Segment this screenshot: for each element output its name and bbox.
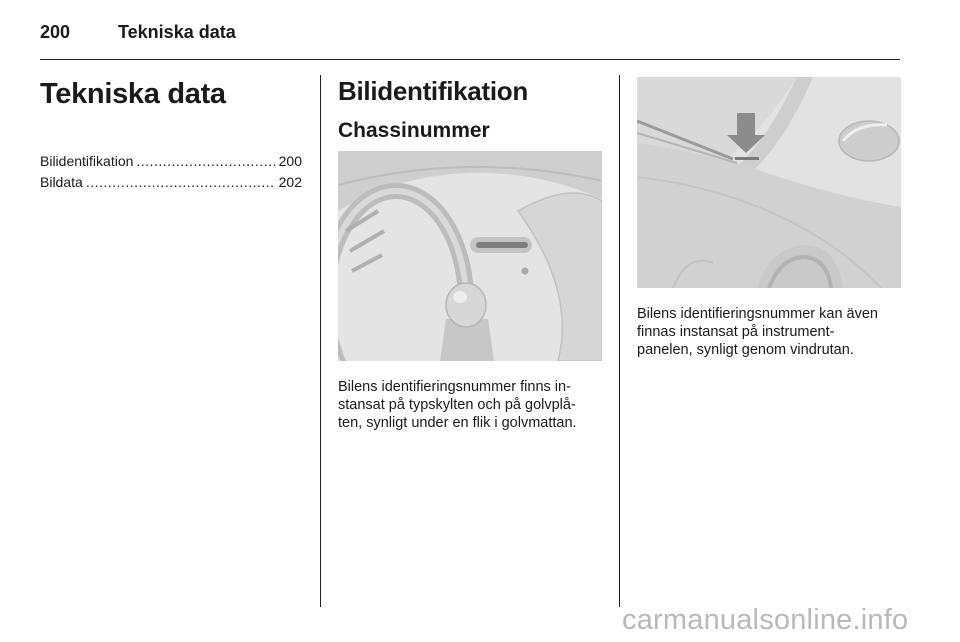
column-divider-1 — [320, 75, 321, 607]
subsection-title: Chassinummer — [338, 119, 490, 142]
paragraph-line: finnas instansat på instrument- — [637, 324, 835, 340]
toc-entry-page: 202 — [278, 174, 302, 190]
toc-entry-bildata[interactable] — [40, 174, 302, 195]
paragraph-line: Bilens identifieringsnummer finns in- — [338, 379, 571, 395]
header-divider — [40, 59, 900, 60]
chapter-column — [40, 70, 302, 195]
windscreen-vin-arrow-illustration — [637, 77, 901, 288]
watermark: carmanualsonline.info — [622, 604, 909, 636]
toc-entry-title: Bilidentifikation — [40, 153, 134, 169]
vin-location-paragraph — [338, 378, 604, 432]
running-title: Tekniska data — [118, 22, 236, 42]
toc-entry-title: Bildata — [40, 174, 83, 190]
toc-entry-bilidentifikation[interactable] — [40, 153, 302, 174]
paragraph-line: Bilens identifieringsnummer kan även — [637, 306, 878, 322]
gear-lever-vin-plate-illustration — [338, 151, 602, 361]
toc-leader-dots — [136, 153, 275, 169]
paragraph-line: stansat på typskylten och på golvplå- — [338, 397, 576, 413]
paragraph-line: panelen, synligt genom vindrutan. — [637, 342, 854, 358]
chapter-title: Tekniska data — [40, 78, 226, 110]
vin-dashboard-paragraph — [637, 305, 903, 359]
column-divider-2 — [619, 75, 620, 607]
table-of-contents — [40, 153, 302, 195]
section-column — [338, 70, 602, 143]
page-number: 200 — [40, 22, 71, 42]
section-title: Bilidentifikation — [338, 76, 528, 106]
paragraph-line: ten, synligt under en flik i golvmattan. — [338, 415, 577, 431]
toc-leader-dots — [86, 174, 276, 190]
toc-entry-page: 200 — [278, 153, 302, 169]
